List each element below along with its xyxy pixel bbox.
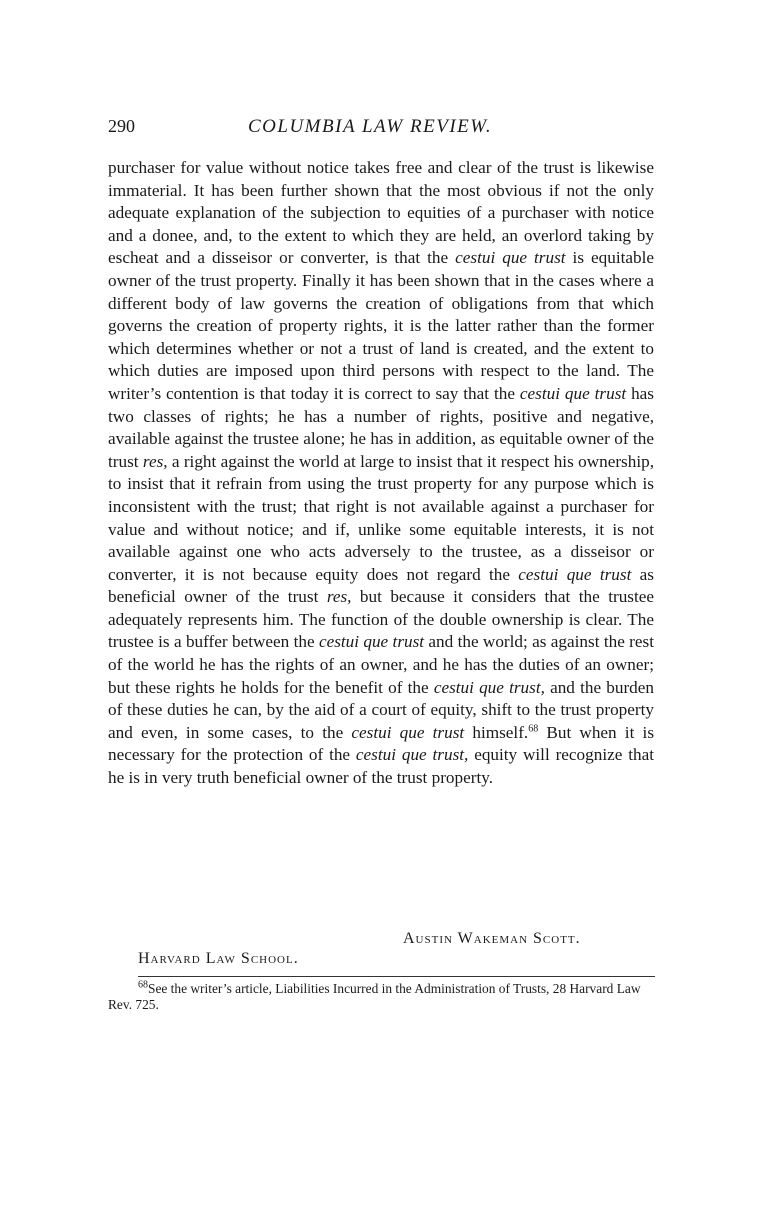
- text-segment: but because it considers that the trustee adequately represents him. The function of the double ownership is clear. The trustee is a buffer between the: [108, 587, 655, 652]
- footnote-reference[interactable]: 68: [528, 723, 539, 735]
- text-segment: But when it is necessary for the protection of the: [108, 722, 655, 765]
- italic-term: cestui que trust: [519, 383, 627, 403]
- text-segment: and the burden of these duties he can, by the aid of a court of equity, shift to the trust property and even, in some cases, to the: [108, 677, 654, 742]
- italic-term: res,: [142, 451, 168, 471]
- footnote-text: See the writer’s article, Liabilities Incurred in the Administration of Trusts, 28 Harvard Law Rev. 725.: [108, 981, 641, 1012]
- italic-term: cestui que trust: [318, 632, 425, 652]
- footnote-divider: [138, 976, 655, 977]
- author-signature: Austin Wakeman Scott.: [403, 930, 581, 947]
- text-segment: purchaser for value without notice takes free and clear of the trust is likewise immaterial. It has been further shown that the most obvious if not the only adequate explanation of the subjection to equities of a purchaser with notice and a donee, and, to the extent to which they are held, an overlord taking by escheat and a disseisor or converter, is that the: [108, 158, 654, 268]
- text-segment: a right against the world at large to insist that it respect his ownership, to insist that it refrain from using the trust property for any purpose which is inconsistent with the trust; that right is not available against a purchaser for value and without notice; and if, unlike some equitable interests, it is not available against one who acts adversely to the trustee, as a disseisor or converter, it is not because equity does not regard the: [108, 451, 654, 584]
- body-paragraph: [108, 157, 654, 790]
- text-segment: is equitable owner of the trust property. Finally it has been shown that in the cases where a different body of law governs the creation of obligations from that which governs the creation of property rights, it is the latter rather than the former which determines whether or not a trust of land is created, and the extent to which duties are imposed upon third persons with respect to the land. The writer’s contention is that today it is correct to say that the: [108, 248, 654, 403]
- text-segment: has two classes of rights; he has a number of rights, positive and negative, available against the trustee alone; he has in addition, as equitable owner of the trust: [108, 383, 654, 471]
- italic-term: cestui que trust,: [355, 745, 469, 765]
- italic-term: cestui que trust: [518, 564, 632, 584]
- italic-term: cestui que trust,: [433, 677, 545, 697]
- text-segment: equity will recognize that he is in very truth beneficial owner of the trust property.: [108, 745, 654, 788]
- italic-term: cestui que trust: [455, 248, 566, 268]
- text-segment: and the world; as against the rest of the world he has the rights of an owner, and he has the duties of an owner; but these rights he holds for the benefit of the: [108, 632, 654, 697]
- author-affiliation: Harvard Law School.: [138, 950, 299, 967]
- text-segment: himself.: [464, 722, 529, 742]
- italic-term: res,: [326, 587, 352, 607]
- running-title: COLUMBIA LAW REVIEW.: [248, 116, 493, 137]
- italic-term: cestui que trust: [351, 722, 465, 742]
- footnote: [108, 981, 654, 1013]
- footnote-marker: 68: [138, 979, 148, 991]
- page-header: [108, 116, 654, 142]
- text-segment: as beneficial owner of the trust: [108, 564, 654, 607]
- page-number: 290: [108, 116, 135, 136]
- paragraph: [108, 157, 654, 790]
